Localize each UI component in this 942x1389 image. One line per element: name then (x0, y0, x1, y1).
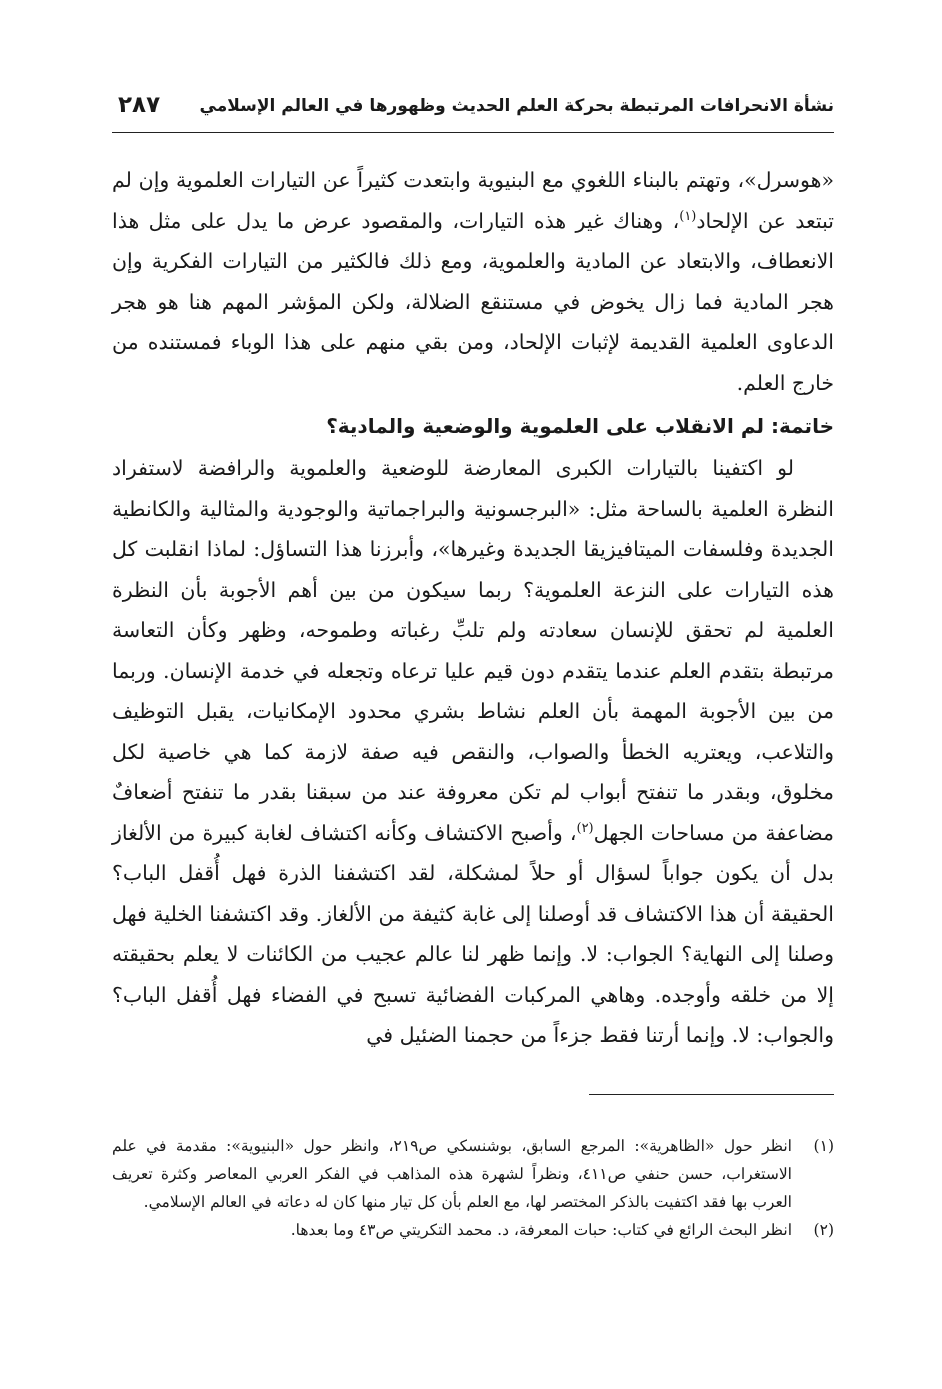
main-text (112, 160, 834, 1056)
footnote (112, 1132, 834, 1216)
footnote-number: (٢) (813, 1221, 834, 1239)
section-heading: خاتمة: لم الانقلاب على العلموية والوضعية والمادية؟ (326, 414, 834, 438)
footnote-reference: (٢) (576, 820, 594, 836)
footnote-text: انظر البحث الرائع في كتاب: حبات المعرفة، د. محمد التكريتي ص٤٣ وما بعدها. (290, 1221, 792, 1239)
paragraph (112, 448, 834, 1056)
paragraph-text: ، وأصبح الاكتشاف وكأنه اكتشاف لغابة كبيرة من الألغاز بدل أن يكون جواباً لسؤال أو حلاً لمشكلة، لقد اكتشفنا الذرة فهل أُقفل الباب؟ الحقيقة أن هذا الاكتشاف قد أوصلنا إلى غابة كثيفة من الألغاز. وقد اكتشفنا الخلية فهل وصلنا إلى النهاية؟ الجواب: لا. وإنما ظهر لنا عالم عجيب من الكائنات لا يعلم بحقيقته إلا من خلقه وأوجده. وهاهي المركبات الفضائية تسبح في الفضاء فهل أُقفل الباب؟ والجواب: لا. وإنما أرتنا فقط جزءاً من حجمنا الضئيل في (112, 820, 834, 1047)
footnote (112, 1216, 834, 1244)
footnote-number: (١) (813, 1137, 834, 1155)
page-number: ٢٨٧ (118, 92, 161, 118)
paragraph-text: ، وهناك غير هذه التيارات، والمقصود عرض ما يدل على مثل هذا الانعطاف، والابتعاد عن المادية والعلموية، ومع ذلك فالكثير من التيارات الفكرية وإن هجر المادية فما زال يخوض في مستنقع الضلالة، ولكن المؤشر المهم هنا هو هجر الدعاوى العلمية القديمة لإثبات الإلحاد، ومن بقي منهم على هذا الوباء فمستنده من خارج العلم. (112, 208, 834, 395)
footnote-divider (589, 1094, 834, 1095)
paragraph-text: «هوسرل»، وتهتم بالبناء اللغوي مع البنيوية وابتعدت كثيراً عن التيارات العلموية وإن لم تبتعد عن الإلحاد (112, 168, 834, 233)
footnote-reference: (١) (679, 208, 697, 224)
running-title: نشأة الانحرافات المرتبطة بحركة العلم الحديث وظهورها في العالم الإسلامي (199, 96, 834, 116)
footnote-text: انظر حول «الظاهرية»: المرجع السابق، بوشنسكي ص٢١٩، وانظر حول «البنيوية»: مقدمة في علم الاستغراب، حسن حنفي ص٤١١، ونظراً لشهرة هذه المذاهب في الفكر العربي المعاصر وكثرة تعريف العرب بها فقد اكتفيت بالذكر المختصر لها، مع العلم بأن كل تيار منها كان له دعاته في العالم الإسلامي. (112, 1137, 792, 1211)
paragraph-text: لو اكتفينا بالتيارات الكبرى المعارضة للوضعية والعلموية والرافضة لاستفراد النظرة العلمية بالساحة مثل: «البرجسونية والبراجماتية والوجودية والمثالية والكانطية الجديدة وفلسفات الميتافيزيقا الجديدة وغيرها»، وأبرزنا هذا التساؤل: لماذا انقلبت كل هذه التيارات على النزعة العلموية؟ ربما سيكون من بين أهم الأجوبة بأن النظرة العلمية لم تحقق للإنسان سعادته ولم تلبِّ رغباته وطموحه، وظهر وكأن التعاسة مرتبطة بتقدم العلم عندما يتقدم دون قيم عليا ترعاه وتجعله في خدمة الإنسان. وربما من بين الأجوبة المهمة بأن العلم نشاط بشري محدود الإمكانيات، يقبل التوظيف والتلاعب، ويعتريه الخطأ والصواب، والنقص فيه صفة لازمة كما هي خاصية لكل مخلوق، وبقدر ما تنفتح أبواب لم تكن معروفة عند من سبقنا بقدر ما تنفتح أضعافٌ مضاعفة من مساحات الجهل (112, 456, 834, 845)
footnotes (112, 1132, 834, 1244)
running-header (112, 92, 834, 133)
paragraph (112, 160, 834, 404)
